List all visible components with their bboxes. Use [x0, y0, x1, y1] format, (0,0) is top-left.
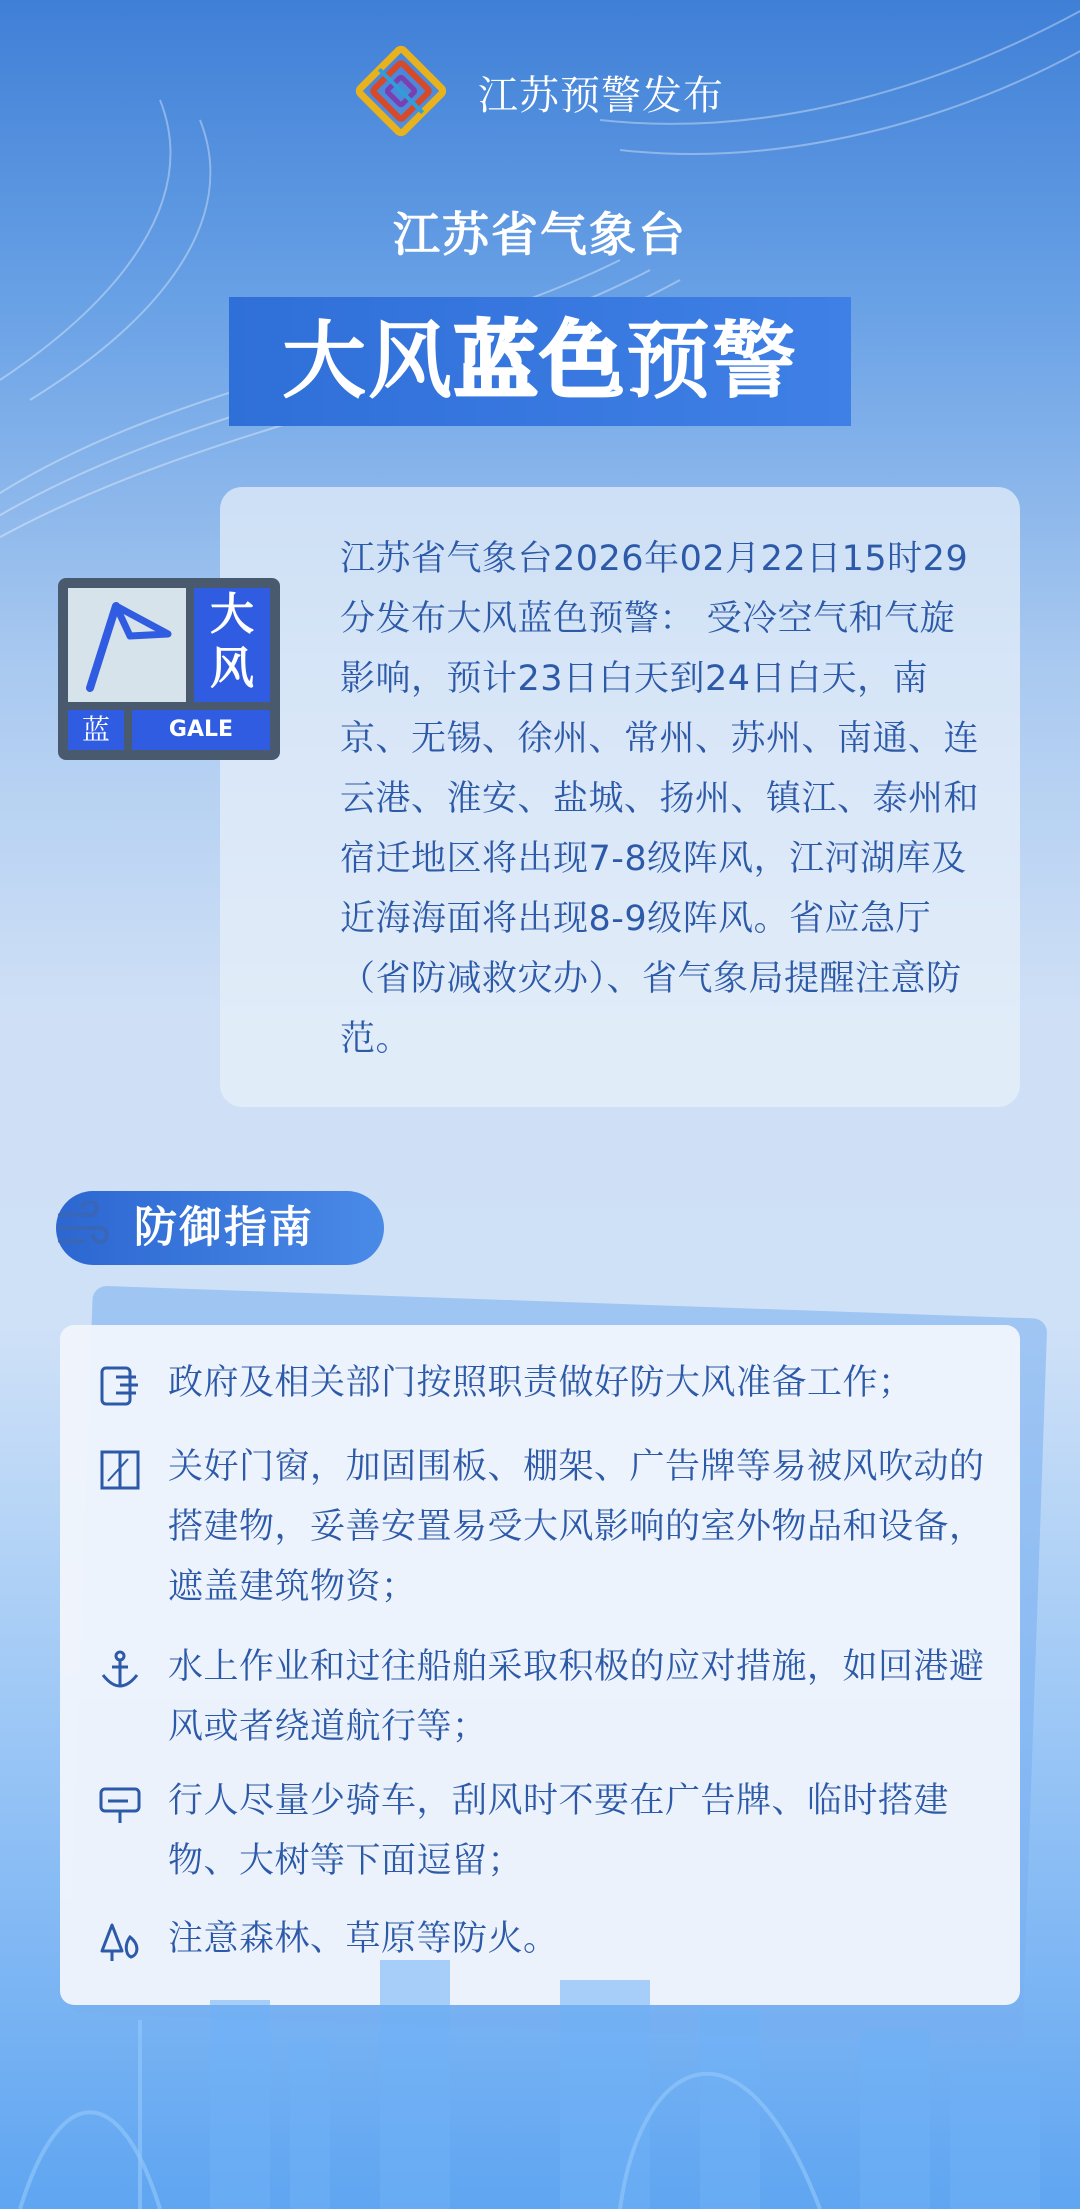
title-part-blue: 蓝色: [453, 312, 626, 410]
gale-blue-warning-icon: [58, 578, 280, 760]
guide-item-text: 水上作业和过往船舶采取积极的应对措施，如回港避风或者绕道航行等；: [168, 1647, 985, 1747]
guide-title: 防御指南: [134, 1203, 314, 1253]
wind-icon: [56, 1201, 114, 1255]
billboard-icon: [98, 1783, 142, 1825]
brand-name: 江苏预警发布: [478, 73, 724, 119]
header: [0, 40, 1080, 150]
city-skyline-decoration: [0, 1940, 1080, 2209]
warning-type-label: [194, 588, 270, 702]
guide-list: [60, 1325, 1020, 2005]
anchor-icon: [98, 1649, 142, 1691]
jiangsu-warning-logo: [350, 40, 452, 142]
document-icon: [98, 1365, 142, 1407]
guide-item-text: 关好门窗，加固围板、棚架、广告牌等易被风吹动的搭建物，妥善安置易受大风影响的室外物品和设备，遮盖建筑物资；: [168, 1447, 985, 1607]
title-part-warning: 预警: [626, 312, 799, 410]
guide-item-text: 政府及相关部门按照职责做好防大风准备工作；: [168, 1363, 914, 1403]
warning-title: [229, 297, 851, 426]
bulletin-text: 江苏省气象台2026年02月22日15时29分发布大风蓝色预警： 受冷空气和气旋影响，预计23日白天到24日白天，南京、无锡、徐州、常州、苏州、南通、连云港、淮安、盐城、扬州、镇江、泰州和宿迁地区将出现7-8级阵风，江河湖库及近海海面将出现8-9级阵风。省应急厅（省防减救灾办）、省气象局提醒注意防范。: [340, 539, 980, 1059]
guide-item-text: 注意森林、草原等防火。: [168, 1919, 559, 1959]
bulletin-card: [220, 487, 1020, 1107]
organization-name: 江苏省气象台: [393, 208, 687, 263]
flag-icon: [68, 588, 186, 702]
guide-header: [56, 1191, 384, 1265]
window-icon: [98, 1449, 142, 1491]
warning-type-char-2: 风: [210, 643, 254, 694]
title-part-gale: 大风: [281, 312, 454, 410]
warning-level-label: 蓝: [68, 710, 124, 750]
warning-type-char-1: 大: [210, 589, 254, 640]
guide-item-text: 行人尽量少骑车，刮风时不要在广告牌、临时搭建物、大树等下面逗留；: [168, 1781, 950, 1881]
warning-english-label: GALE: [132, 710, 270, 750]
